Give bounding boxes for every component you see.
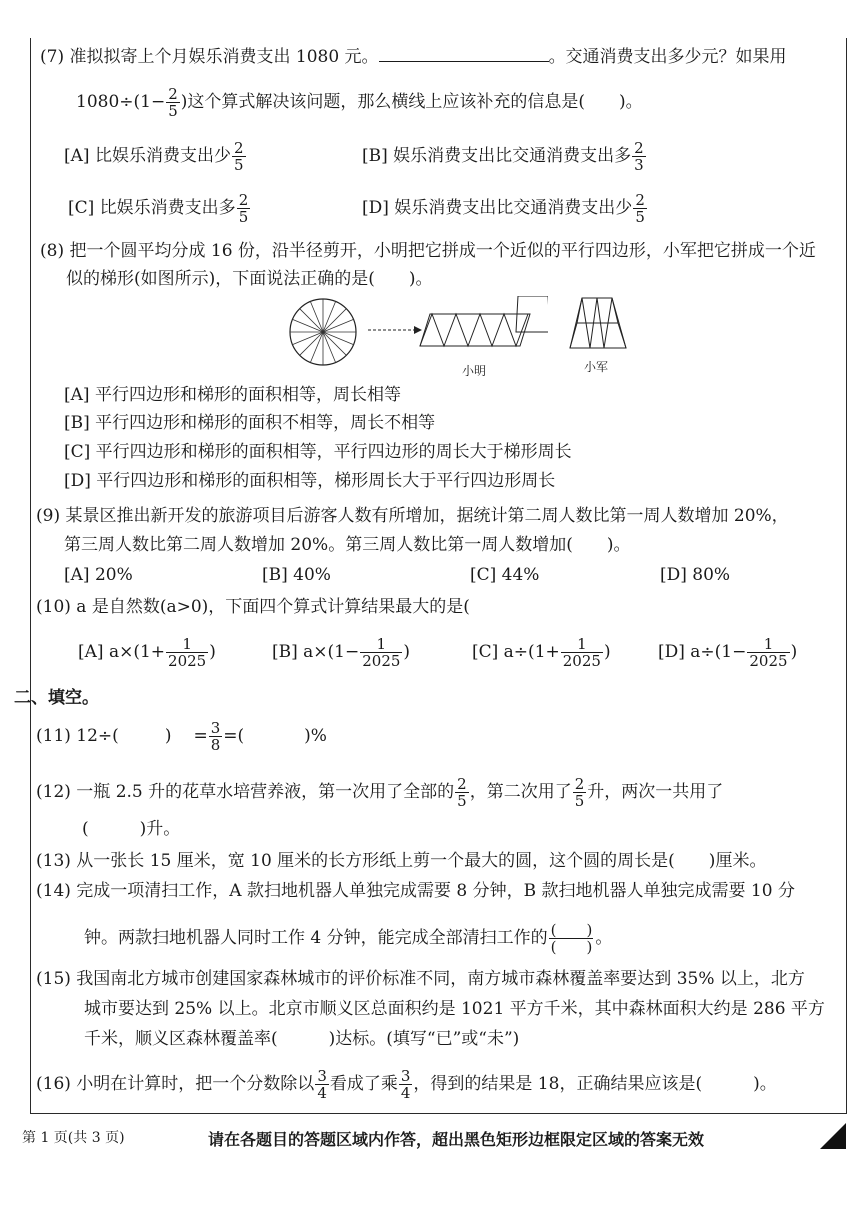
arrow [368, 326, 422, 334]
q14-line2: 钟。两款扫地机器人同时工作 4 分钟，能完成全部清扫工作的 $\frac{​( )}{( )}$ 。 [84, 921, 613, 956]
q7-question: )这个算式解决该问题，那么横线上应该补充的信息是( )。 [180, 92, 643, 112]
corner-marker-icon [820, 1123, 846, 1149]
q8-option-c[interactable]: [C] 平行四边形和梯形的面积相等，平行四边形的周长大于梯形周长 [64, 442, 572, 462]
q7-option-d[interactable]: [D] 娱乐消费支出比交通消费支出少 $\frac{2}{5}$ [362, 191, 645, 226]
parallelogram-figure [420, 314, 530, 346]
q10-option-d[interactable]: [D] a÷(1− $\frac{1}{2025}$ ) [658, 635, 798, 670]
q7-text-b: 。交通消费支出多少元？如果用 [548, 47, 787, 67]
q12-line1: (12) 一瓶 2.5 升的花草水培营养液，第一次用了全部的 $\frac{2}{5}$ ，第二次用了 $\frac{2}{5}$ 升，两次一共用了 [36, 775, 724, 810]
label-xiaojun: 小军 [584, 360, 609, 374]
q8-option-a[interactable]: [A] 平行四边形和梯形的面积相等，周长相等 [64, 385, 401, 405]
q9-option-d[interactable]: [D] 80% [660, 565, 731, 585]
q7-option-b[interactable]: [B] 娱乐消费支出比交通消费支出多 $\frac{2}{3}$ [362, 139, 644, 174]
q7-option-a[interactable]: [A] 比娱乐消费支出少 $\frac{2}{5}$ [64, 139, 244, 174]
q9-option-a[interactable]: [A] 20% [64, 565, 133, 585]
q11-line: (11) 12÷( ) = $\frac{3}{8}$ =( )% [36, 719, 327, 754]
q15-line1: (15) 我国南北方城市创建国家森林城市的评价标准不同，南方城市森林覆盖率要达到 35% 以上，北方 [36, 969, 805, 989]
section-fill-in-title: 二、填空。 [14, 688, 99, 708]
q16-line: (16) 小明在计算时，把一个分数除以 $\frac{3}{4}$ 看成了乘 $\frac{3}{4}$ ，得到的结果是 18，正确结果应该是( )。 [36, 1067, 777, 1102]
q7-option-c[interactable]: [C] 比娱乐消费支出多 $\frac{2}{5}$ [68, 191, 249, 226]
page-number: 第 1 页(共 3 页) [22, 1130, 125, 1146]
q14-fraction-blank[interactable]: $\frac{​( )}{( )}$ [550, 921, 593, 956]
q7-expr: 1080÷(1− [76, 92, 166, 112]
q8-line2: 似的梯形(如图所示)，下面说法正确的是( )。 [66, 269, 433, 289]
q7-blank[interactable] [379, 47, 549, 62]
q9-line1: (9) 某景区推出新开发的旅游项目后游客人数有所增加，据统计第二周人数比第一周人数增加 20%， [36, 506, 789, 526]
circle-sectors-figure [290, 299, 356, 365]
q15-line2: 城市要达到 25% 以上。北京市顺义区总面积约是 1021 平方千米，其中森林面积大约是 286 平方 [84, 999, 825, 1019]
q12-line2[interactable]: ( )升。 [82, 819, 181, 839]
q8-figure [288, 296, 548, 376]
q8-line1: (8) 把一个圆平均分成 16 份，沿半径剪开，小明把它拼成一个近似的平行四边形，小军把它拼成一个近 [40, 241, 816, 261]
q10-option-c[interactable]: [C] a÷(1+ $\frac{1}{2025}$ ) [472, 635, 611, 670]
q7-text-a: (7) 准拟拟寄上个月娱乐消费支出 1080 元。 [40, 47, 379, 67]
q13-line: (13) 从一张长 15 厘米，宽 10 厘米的长方形纸上剪一个最大的圆，这个圆的周长是( )厘米。 [36, 851, 767, 871]
q8-option-b[interactable]: [B] 平行四边形和梯形的面积不相等，周长不相等 [64, 413, 436, 433]
q10-option-b[interactable]: [B] a×(1− $\frac{1}{2025}$ ) [272, 635, 411, 670]
q14-line1: (14) 完成一项清扫工作，A 款扫地机器人单独完成需要 8 分钟，B 款扫地机器人单独完成需要 10 分 [36, 881, 795, 901]
q7-expr-frac: $\frac{2}{5}$ [168, 85, 178, 120]
q10-option-a[interactable]: [A] a×(1+ $\frac{1}{2025}$ ) [78, 635, 216, 670]
q9-line2: 第三周人数比第二周人数增加 20%。第三周人数比第一周人数增加( )。 [64, 535, 631, 555]
q8-option-d[interactable]: [D] 平行四边形和梯形的面积相等，梯形周长大于平行四边形周长 [64, 471, 556, 491]
q9-option-b[interactable]: [B] 40% [262, 565, 331, 585]
q8-trapezoid [568, 296, 628, 352]
q10-line1: (10) a 是自然数(a>0)，下面四个算式计算结果最大的是( [36, 597, 470, 617]
label-xiaoming: 小明 [462, 364, 487, 378]
q9-option-c[interactable]: [C] 44% [470, 565, 540, 585]
q7-line1 [40, 46, 787, 68]
footer-notice: 请在各题目的答题区域内作答，超出黑色矩形边框限定区域的答案无效 [208, 1130, 705, 1149]
q15-line3: 千米，顺义区森林覆盖率( )达标。(填写“已”或“未”) [84, 1029, 520, 1049]
q7-line2 [76, 86, 643, 119]
